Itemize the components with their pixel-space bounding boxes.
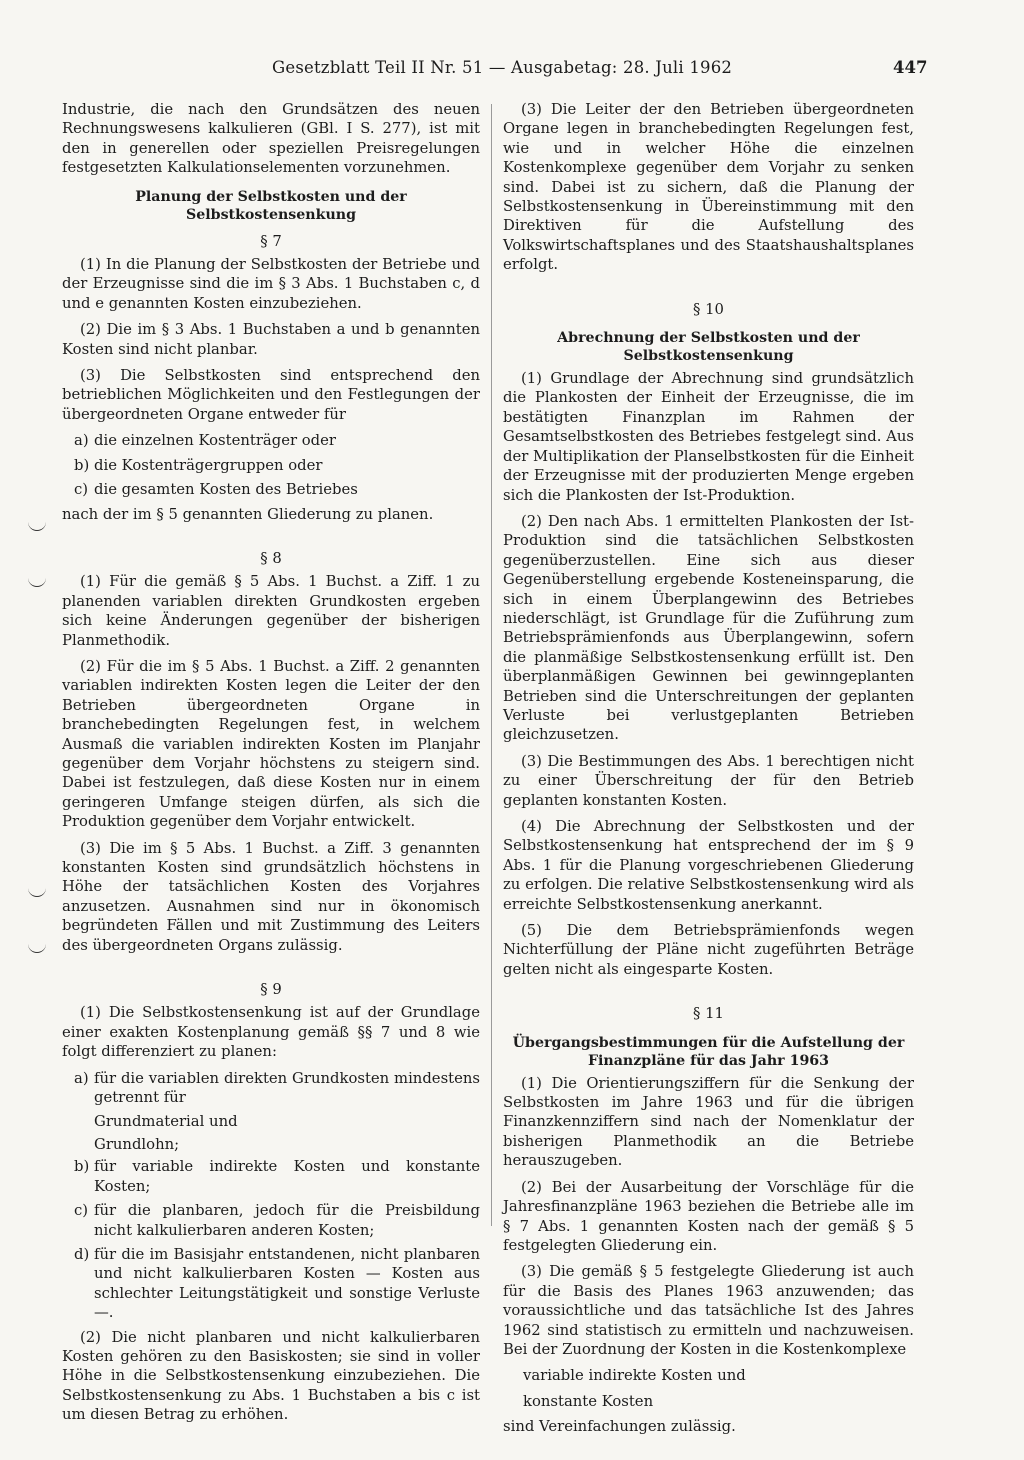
section-9-title: § 9 <box>260 981 282 999</box>
s11-paragraph-2: (2) Bei der Ausarbeitung der Vorschläge für die Jahresfinanzpläne 1963 beziehen die Betriebe alle im § 7 Abs. 1 genannten Kosten nach der gemäß § 5 festgelegten Gliederung ein. <box>503 1178 914 1254</box>
s10-paragraph-3: (3) Die Bestimmungen des Abs. 1 berechtigen nicht zu einer Überschreitung der für den Betrieb geplanten konstanten Kosten. <box>503 752 914 809</box>
s7-item-c: c) die gesamten Kosten des Betriebes <box>74 481 358 499</box>
section-8-title: § 8 <box>260 549 282 567</box>
margin-mark <box>28 888 46 897</box>
intro-paragraph: Industrie, die nach den Grundsätzen des neuen Rechnungswesens kalkulieren (GBl. I S. 277), ist mit den in generellen oder speziellen Preisregelungen festgesetzten Kalkulationselementen vorzunehmen. <box>62 101 480 177</box>
s9-item-d: d) für die im Basisjahr entstandenen, nicht planbaren und nicht kalkulierbaren Kosten — Kosten aus schlechter Leitungstätigkeit und sonstige Verluste —. <box>74 1245 480 1322</box>
s9-paragraph-2: (2) Die nicht planbaren und nicht kalkulierbaren Kosten gehören zu den Basiskosten; sie sind in voller Höhe in die Selbstkostensenkung einzubeziehen. Die Selbstkostensenkung zu Abs. 1 Buchstaben a bis c ist um diesen Betrag zu erhöhen. <box>62 1328 480 1424</box>
right-column <box>503 100 914 1444</box>
s7-paragraph-3: (3) Die Selbstkosten sind entsprechend den betrieblichen Möglichkeiten und den Festlegungen der übergeordneten Organe entweder für <box>62 367 480 423</box>
section-7-title: § 7 <box>260 232 282 250</box>
s9-item-a: a) für die variablen direkten Grundkosten mindestens getrennt für <box>74 1069 480 1107</box>
s11-paragraph-3: (3) Die gemäß § 5 festgelegte Gliederung ist auch für die Basis des Planes 1963 anzuwenden; das voraussichtliche und das tatsächliche Ist des Jahres 1962 sind statistisch zu ermitteln und nachzuweisen. Bei der Zuordnung der Kosten in die Kostenkomplexe <box>503 1263 914 1358</box>
s7-closing: nach der im § 5 genannten Gliederung zu planen. <box>62 505 434 523</box>
heading-planung: Planung der Selbstkosten und der Selbstkostensenkung <box>135 188 407 223</box>
s9-paragraph-1: (1) Die Selbstkostensenkung ist auf der Grundlage einer exakten Kostenplanung gemäß §§ 7 und 8 wie folgt differenziert zu planen: <box>62 1004 480 1061</box>
s7-item-b: b) die Kostenträgergruppen oder <box>74 456 323 474</box>
s10-paragraph-4: (4) Die Abrechnung der Selbstkosten und der Selbstkostensenkung hat entsprechend der im § 9 Abs. 1 für die Planung vorgeschriebenen Gliederung zu erfolgen. Die relative Selbstkostensenkung wird als erreichte Selbstkostensenkung anerkannt. <box>503 818 914 913</box>
s8-paragraph-3: (3) Die im § 5 Abs. 1 Buchst. a Ziff. 3 genannten konstanten Kosten sind grundsätzlich höchstens in Höhe der tatsächlichen Kosten des Vorjahres anzusetzen. Ausnahmen sind nur in ökonomisch begründeten Fällen und mit Zustimmung des Leiters des übergeordneten Organs zulässig. <box>62 839 480 954</box>
s9-item-b: b) für variable indirekte Kosten und konstante Kosten; <box>74 1158 480 1195</box>
s10-paragraph-1: (1) Grundlage der Abrechnung sind grundsätzlich die Plankosten der Einheit der Erzeugnisse, die im bestätigten Finanzplan im Rahmen der Gesamtselbstkosten des Betriebes festgelegt sind. Aus der Multiplikation der Planselbstkosten für die Einheit der Erzeugnisse mit der produzierten Menge ergeben sich die Plankosten der Ist-Produktion. <box>503 370 914 504</box>
s11-closing: sind Vereinfachungen zulässig. <box>503 1418 736 1436</box>
s10-paragraph-2: (2) Den nach Abs. 1 ermittelten Plankosten der Ist-Produktion sind die tatsächlichen Selbstkosten gegenüberzustellen. Eine sich aus dieser Gegenüberstellung ergebende Kosteneinsparung, die sich in einem Überplangewinn des Betriebes niederschlägt, ist Grundlage für die Zuführung zum Betriebsprämienfonds aus Überplangewinn, sofern die planmäßige Selbstkostensenkung erfüllt ist. Den überplanmäßigen Gewinnen bei gewinngeplanten Betrieben sind die Unterschreitungen der geplanten Verluste bei verlustgeplanten Betrieben gleichzusetzen. <box>503 512 914 744</box>
s9-paragraph-3: (3) Die Leiter der den Betrieben übergeordneten Organe legen in branchebedingten Regelungen fest, wie und in welcher Höhe die einzelnen Kostenkomplexe gegenüber dem Vorjahr zu senken sind. Dabei ist zu sichern, daß die Planung der Selbstkostensenkung in Übereinstimmung mit den Direktiven für die Aufstellung des Volkswirtschaftsplanes und des Staatshaushaltsplanes erfolgt. <box>503 101 914 274</box>
margin-mark <box>28 522 46 531</box>
page-header <box>0 58 1024 86</box>
s9-item-c: c) für die planbaren, jedoch für die Preisbildung nicht kalkulierbaren anderen Kosten; <box>74 1202 480 1239</box>
section-10-title: § 10 <box>693 300 724 318</box>
margin-mark <box>28 578 46 587</box>
column-divider <box>491 104 492 1226</box>
s8-paragraph-1: (1) Für die gemäß § 5 Abs. 1 Buchst. a Ziff. 1 zu planenden variablen direkten Grundkosten ergeben sich keine Änderungen gegenüber der bisherigen Planmethodik. <box>62 573 480 649</box>
page-number: 447 <box>893 58 928 77</box>
s7-paragraph-2: (2) Die im § 3 Abs. 1 Buchstaben a und b genannten Kosten sind nicht planbar. <box>62 321 480 358</box>
margin-mark <box>28 944 46 953</box>
gazette-title: Gesetzblatt Teil II Nr. 51 — Ausgabetag: 28. Juli 1962 <box>272 58 733 77</box>
left-column <box>62 100 480 1432</box>
heading-abrechnung: Abrechnung der Selbstkosten und der Selbstkostensenkung <box>557 330 860 365</box>
s7-item-a: a) die einzelnen Kostenträger oder <box>74 432 336 450</box>
s11-paragraph-1: (1) Die Orientierungsziffern für die Senkung der Selbstkosten im Jahre 1963 und für die übrigen Finanzkennziffern sind nach der Nomenklatur der bisherigen Planmethodik an die Betriebe herauszugeben. <box>503 1074 914 1170</box>
heading-uebergang: Übergangsbestimmungen für die Aufstellung der Finanzpläne für das Jahr 1963 <box>512 1034 905 1069</box>
s11-item-2: konstante Kosten <box>523 1392 654 1410</box>
s7-paragraph-1: (1) In die Planung der Selbstkosten der Betriebe und der Erzeugnisse sind die im § 3 Abs. 1 Buchstaben c, d und e genannten Kosten einzubeziehen. <box>62 256 480 312</box>
section-11-title: § 11 <box>693 1005 724 1023</box>
s9-a-sub-2: Grundlohn; <box>94 1135 180 1153</box>
s8-paragraph-2: (2) Für die im § 5 Abs. 1 Buchst. a Ziff. 2 genannten variablen indirekten Kosten legen die Leiter der den Betrieben übergeordneten Organe in branchebedingten Regelungen fest, in welchem Ausmaß die variablen indirekten Kosten im Planjahr gegenüber dem Vorjahr höchstens zu steigern sind. Dabei ist festzulegen, daß diese Kosten nur in einem geringeren Umfange steigen dürfen, als sich die Produktion gegenüber dem Vorjahr entwickelt. <box>62 657 480 831</box>
s9-a-sub-1: Grundmaterial und <box>94 1113 238 1131</box>
s11-item-1: variable indirekte Kosten und <box>523 1367 746 1385</box>
s10-paragraph-5: (5) Die dem Betriebsprämienfonds wegen Nichterfüllung der Pläne nicht zugeführten Beträge gelten nicht als eingesparte Kosten. <box>503 922 914 978</box>
